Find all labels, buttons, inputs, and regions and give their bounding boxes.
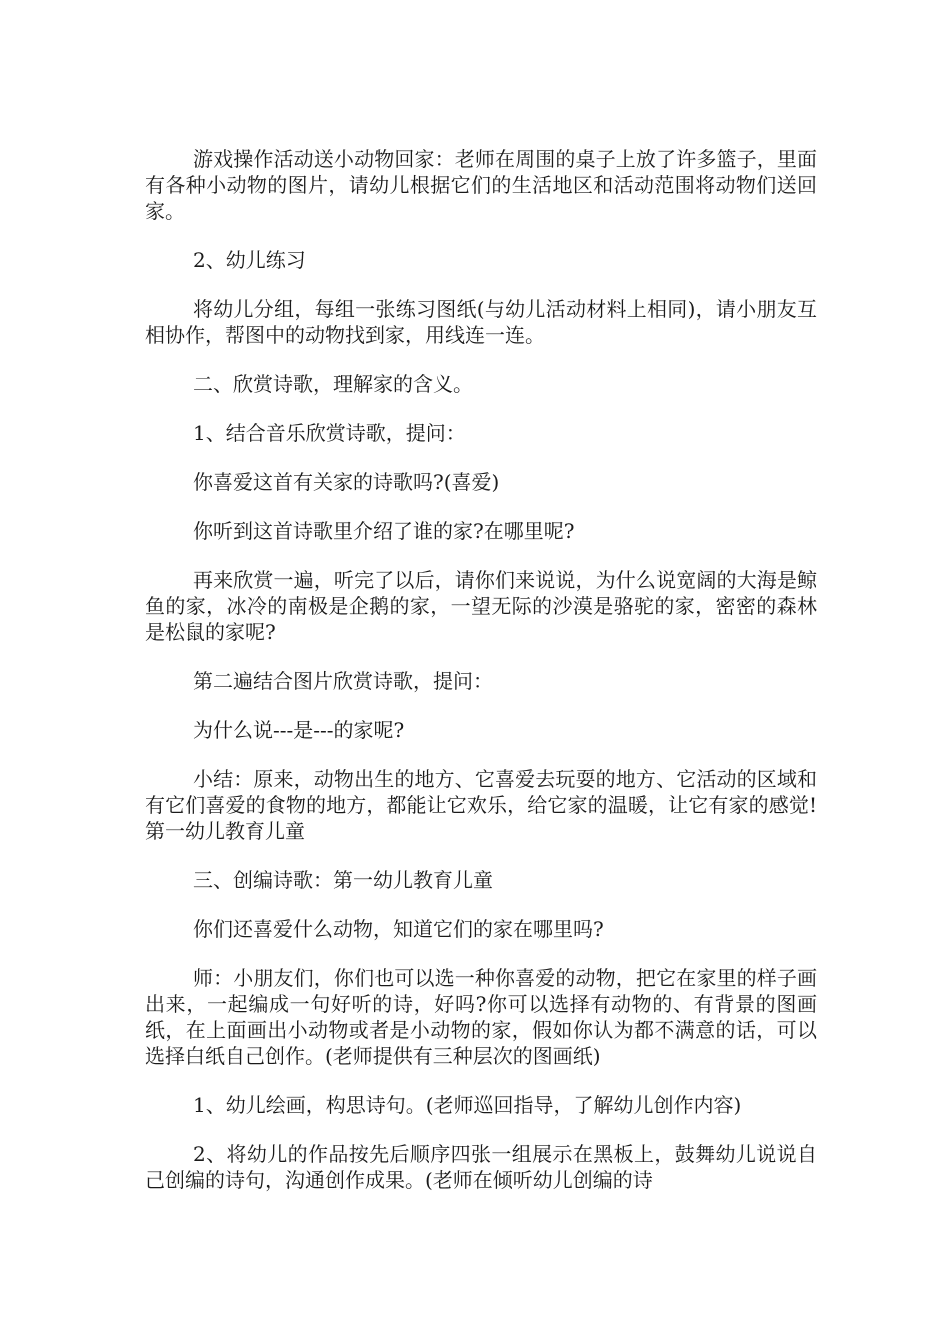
paragraph-teacher-instruction: 师：小朋友们，你们也可以选一种你喜爱的动物，把它在家里的样子画出来，一起编成一句好听的诗，好吗?你可以选择有动物的、有背景的图画纸，在上面画出小动物或者是小动物的家，假如你认为都不满意的话，可以选择白纸自己创作。(老师提供有三种层次的图画纸) [145, 966, 817, 1068]
paragraph-why-question: 为什么说---是---的家呢? [193, 718, 405, 742]
paragraph-activity-description: 游戏操作活动送小动物回家：老师在周围的桌子上放了许多篮子，里面有各种小动物的图片，请幼儿根据它们的生活地区和活动范围将动物们送回家。 [145, 147, 817, 223]
paragraph-picture-question: 第二遍结合图片欣赏诗歌，提问： [193, 669, 493, 693]
paragraph-display-step: 2、将幼儿的作品按先后顺序四张一组展示在黑板上，鼓舞幼儿说说自己创编的诗句，沟通创作成果。(老师在倾听幼儿创编的诗 [145, 1142, 817, 1192]
document-body [145, 146, 817, 1216]
paragraph-practice-description: 将幼儿分组，每组一张练习图纸(与幼儿活动材料上相同)，请小朋友互相协作，帮图中的动物找到家，用线连一连。 [145, 297, 817, 347]
paragraph-second-listen: 再来欣赏一遍，听完了以后，请你们来说说，为什么说宽阔的大海是鲸鱼的家，冰冷的南极是企鹅的家，一望无际的沙漠是骆驼的家，密密的森林是松鼠的家呢? [145, 568, 817, 644]
paragraph-question-whose-home: 你听到这首诗歌里介绍了谁的家?在哪里呢? [193, 519, 575, 543]
paragraph-drawing-step: 1、幼儿绘画，构思诗句。(老师巡回指导，了解幼儿创作内容) [193, 1093, 742, 1117]
paragraph-question-like: 你喜爱这首有关家的诗歌吗?(喜爱) [193, 470, 500, 494]
paragraph-section-three-heading: 三、创编诗歌：第一幼儿教育儿童 [193, 868, 493, 892]
paragraph-section-two-heading: 二、欣赏诗歌，理解家的含义。 [193, 372, 473, 396]
paragraph-favorite-animal-question: 你们还喜爱什么动物，知道它们的家在哪里吗? [193, 917, 604, 941]
paragraph-heading-practice: 2、幼儿练习 [193, 248, 306, 272]
paragraph-music-question: 1、结合音乐欣赏诗歌，提问： [193, 421, 466, 445]
paragraph-summary: 小结：原来，动物出生的地方、它喜爱去玩耍的地方、它活动的区域和有它们喜爱的食物的地方，都能让它欢乐，给它家的温暖，让它有家的感觉!第一幼儿教育儿童 [145, 767, 817, 843]
